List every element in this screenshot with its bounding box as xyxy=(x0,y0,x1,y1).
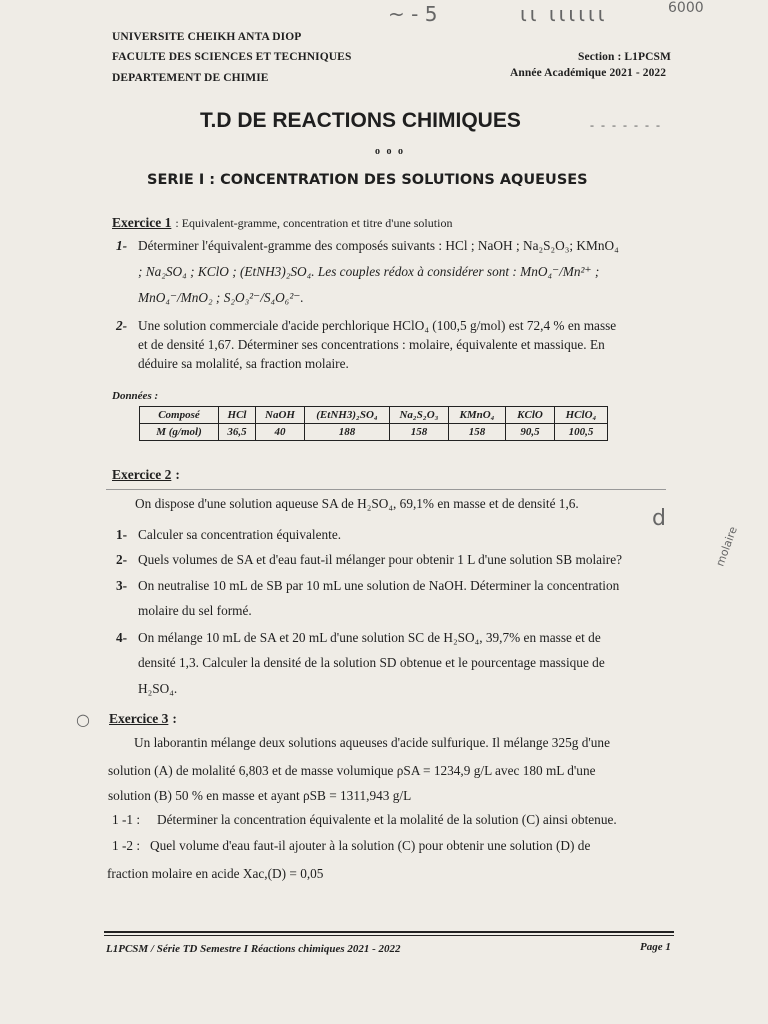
table-cell: NaOH xyxy=(256,407,305,424)
table-cell: Composé xyxy=(140,407,219,424)
ex2-q4-line2: densité 1,3. Calculer la densité de la solution SD obtenue et le pourcentage massique de xyxy=(138,655,605,670)
ex3-q2-line2: fraction molaire en acide Xac,(D) = 0,05 xyxy=(107,866,324,881)
footer-page-number: Page 1 xyxy=(640,941,671,953)
molar-mass-table xyxy=(139,406,608,441)
ex1-q2-line3: déduire sa molalité, sa fraction molaire. xyxy=(138,356,349,371)
table-row xyxy=(140,424,608,441)
ex3-q2-line1: Quel volume d'eau faut-il ajouter à la solution (C) pour obtenir une solution (D) de xyxy=(150,838,591,853)
title-dashes: - - - - - - - xyxy=(590,118,662,132)
table-cell: KClO xyxy=(506,407,555,424)
ex1-q1-number: 1- xyxy=(116,238,128,253)
table-cell: KMnO₄ xyxy=(449,407,506,424)
table-cell: 36,5 xyxy=(219,424,256,441)
ex3-q2-number: 1 -2 : xyxy=(112,838,141,853)
department-name: DEPARTEMENT DE CHIMIE xyxy=(112,72,269,84)
exercise-2-heading: Exercice 2 xyxy=(112,467,172,482)
footer-rule-bottom xyxy=(104,935,674,936)
handwritten-marks: ~ ‑ 5 xyxy=(388,2,438,26)
ex2-q2-number: 2- xyxy=(116,552,128,567)
faculty-name: FACULTE DES SCIENCES ET TECHNIQUES xyxy=(112,51,352,63)
ex1-q2-line2: et de densité 1,67. Déterminer ses concentrations : molaire, équivalente et massique. En xyxy=(138,337,605,352)
table-cell: M (g/mol) xyxy=(140,424,219,441)
ex3-q1: Déterminer la concentration équivalente et la molalité de la solution (C) ainsi obtenue. xyxy=(157,812,617,827)
ex1-q1-line1: Déterminer l'équivalent-gramme des composés suivants : HCl ; NaOH ; Na₂S₂O₃; KMnO₄ xyxy=(138,238,619,253)
ex2-q4-line1: On mélange 10 mL de SA et 20 mL d'une solution SC de H₂SO₄, 39,7% en masse et de xyxy=(138,630,601,645)
data-label: Données : xyxy=(112,390,159,402)
university-name: UNIVERSITE CHEIKH ANTA DIOP xyxy=(112,31,302,43)
ex2-q3-line2: molaire du sel formé. xyxy=(138,603,252,618)
exercise-1-header xyxy=(112,214,452,232)
divider-line xyxy=(106,489,666,490)
series-title: SERIE I : CONCENTRATION DES SOLUTIONS AQUEUSES xyxy=(147,172,588,188)
handwritten-marks-top: ιι ιιιιιι xyxy=(520,2,608,26)
ex1-q2-line1: Une solution commerciale d'acide perchlorique HClO₄ (100,5 g/mol) est 72,4 % en masse xyxy=(138,318,617,333)
exercise-1-heading: Exercice 1 xyxy=(112,215,172,230)
table-cell: HClO₄ xyxy=(555,407,608,424)
table-cell: 188 xyxy=(305,424,390,441)
ex2-q2: Quels volumes de SA et d'eau faut-il mélanger pour obtenir 1 L d'une solution SB molaire? xyxy=(138,552,622,567)
handwritten-number: 6000 xyxy=(668,0,704,16)
table-cell: (EtNH3)₂SO₄ xyxy=(305,407,390,424)
table-cell: 40 xyxy=(256,424,305,441)
table-cell: 90,5 xyxy=(506,424,555,441)
handwritten-letter: d xyxy=(652,506,666,531)
handwritten-circle: ○ xyxy=(76,710,90,729)
ex1-q1-line3: MnO₄⁻/MnO₂ ; S₂O₃²⁻/S₄O₆²⁻. xyxy=(138,290,304,305)
table-cell: Na₂S₂O₃ xyxy=(390,407,449,424)
exercise-2-header xyxy=(112,466,180,484)
ex1-q2-number: 2- xyxy=(116,318,128,333)
footer-rule-top xyxy=(104,931,674,933)
ex2-q3-line1: On neutralise 10 mL de SB par 10 mL une solution de NaOH. Déterminer la concentration xyxy=(138,578,620,593)
table-cell: 158 xyxy=(390,424,449,441)
ex2-intro: On dispose d'une solution aqueuse SA de H₂SO₄, 69,1% en masse et de densité 1,6. xyxy=(135,496,579,511)
ex3-q1-number: 1 -1 : xyxy=(112,812,141,827)
exercise-3-colon: : xyxy=(172,711,177,726)
ex2-q4-line3: H₂SO₄. xyxy=(138,681,178,696)
ex2-q1-number: 1- xyxy=(116,527,128,542)
table-cell: 100,5 xyxy=(555,424,608,441)
section-label: Section : L1PCSM xyxy=(578,51,671,63)
ex3-paragraph-line1: Un laborantin mélange deux solutions aqueuses d'acide sulfurique. Il mélange 325g d'une xyxy=(134,735,610,750)
footer-left: L1PCSM / Série TD Semestre I Réactions chimiques 2021 - 2022 xyxy=(106,943,401,955)
ex3-paragraph-line2: solution (A) de molalité 6,803 et de masse volumique ρSA = 1234,9 g/L avec 180 mL d'une xyxy=(108,763,596,778)
ex2-q1: Calculer sa concentration équivalente. xyxy=(138,527,342,542)
ex2-q3-number: 3- xyxy=(116,578,128,593)
table-cell: HCl xyxy=(219,407,256,424)
table-header-row xyxy=(140,407,608,424)
ex3-paragraph-line3: solution (B) 50 % en masse et ayant ρSB = 1311,943 g/L xyxy=(108,788,412,803)
exercise-1-subtitle: : Equivalent-gramme, concentration et titre d'une solution xyxy=(175,216,453,230)
table-cell: 158 xyxy=(449,424,506,441)
ex2-q4-number: 4- xyxy=(116,630,128,645)
separator: o o o xyxy=(375,146,405,157)
page-title: T.D DE REACTIONS CHIMIQUES xyxy=(200,109,521,132)
exercise-3-heading: Exercice 3 xyxy=(109,711,169,726)
academic-year: Année Académique 2021 - 2022 xyxy=(510,67,667,79)
handwritten-word: molaire xyxy=(713,524,740,569)
exercise-2-colon: : xyxy=(175,467,180,482)
ex1-q1-line2: ; Na₂SO₄ ; KClO ; (EtNH3)₂SO₄. Les couples rédox à considérer sont : MnO₄⁻/Mn²⁺ ; xyxy=(138,264,600,279)
exercise-3-header xyxy=(109,710,177,728)
